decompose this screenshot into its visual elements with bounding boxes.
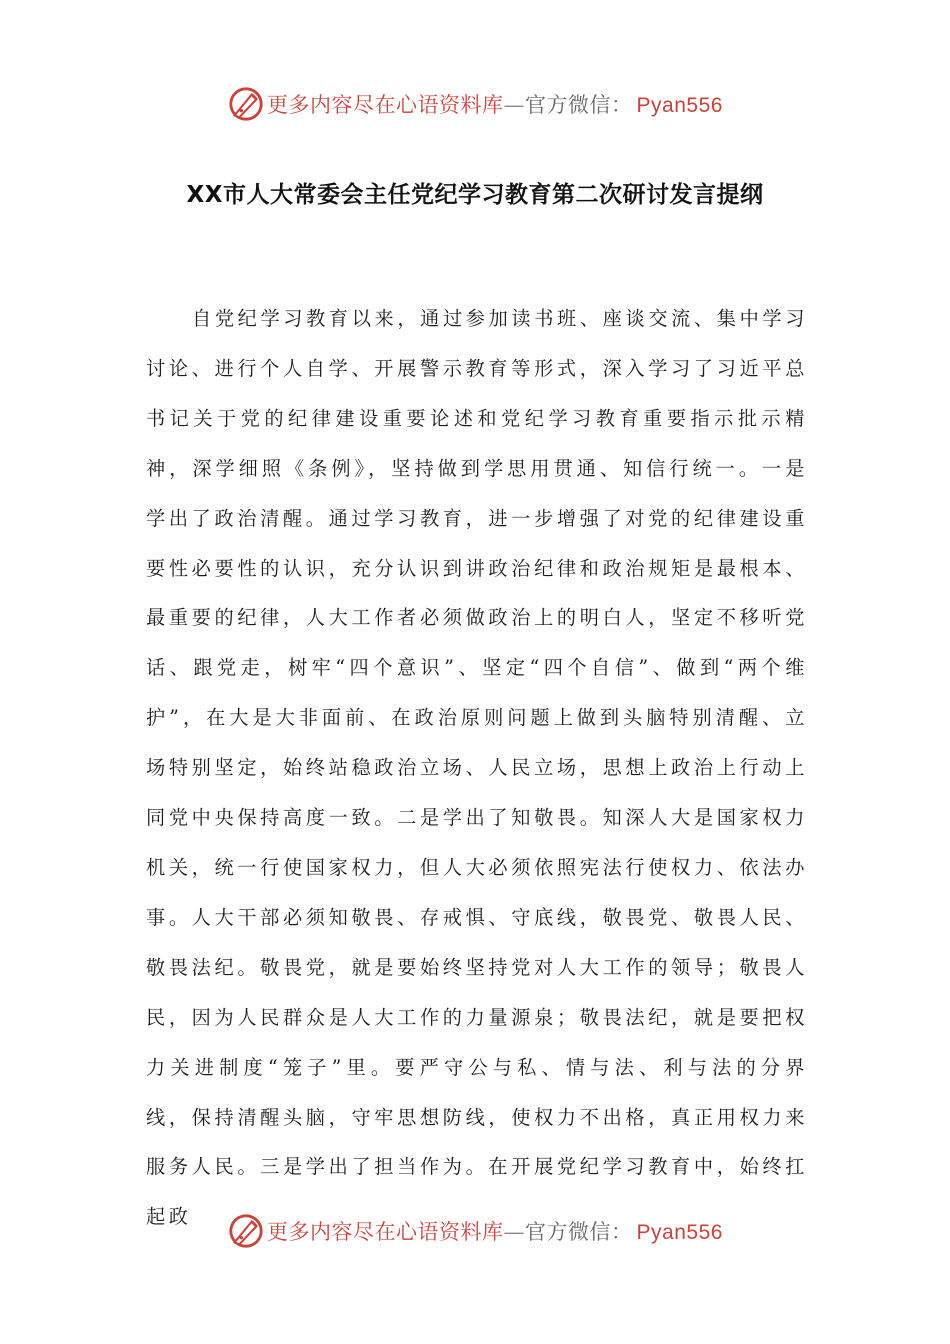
header-watermark-banner bbox=[0, 82, 950, 126]
banner-brand: 更多内容尽在心语资料库 bbox=[267, 93, 504, 117]
banner-text bbox=[267, 1216, 723, 1246]
document-title: XX市人大常委会主任党纪学习教育第二次研讨发言提纲 bbox=[186, 182, 764, 208]
banner-official-label: 官方微信： bbox=[525, 1220, 633, 1244]
banner-official-label: 官方微信： bbox=[525, 93, 633, 117]
banner-dash: — bbox=[503, 1220, 526, 1244]
footer-watermark-banner bbox=[0, 1209, 950, 1253]
banner-wechat-id: Pyan556 bbox=[636, 94, 723, 117]
banner-brand: 更多内容尽在心语资料库 bbox=[267, 1220, 504, 1244]
body-paragraph: 自党纪学习教育以来，通过参加读书班、座谈交流、集中学习讨论、进行个人自学、开展警示教育等形式，深入学习了习近平总书记关于党的纪律建设重要论述和党纪学习教育重要指示批示精神，深学细照《条例》，坚持做到学思用贯通、知信行统一。一是学出了政治清醒。通过学习教育，进一步增强了对党的纪律建设重要性必要性的认识，充分认识到讲政治纪律和政治规矩是最根本、最重要的纪律，人大工作者必须做政治上的明白人，坚定不移听党话、跟党走，树牢“四个意识”、坚定“四个自信”、做到“两个维护”，在大是大非面前、在政治原则问题上做到头脑特别清醒、立场特别坚定，始终站稳政治立场、人民立场，思想上政治上行动上同党中央保持高度一致。二是学出了知敬畏。知深人大是国家权力机关，统一行使国家权力，但人大必须依照宪法行使权力、依法办事。人大干部必须知敬畏、存戒惧、守底线，敬畏党、敬畏人民、敬畏法纪。敬畏党，就是要始终坚持党对人大工作的领导；敬畏人民，因为人民群众是人大工作的力量源泉；敬畏法纪，就是要把权力关进制度“笼子”里。要严守公与私、情与法、利与法的分界线，保持清醒头脑，守牢思想防线，使权力不出格，真正用权力来服务人民。三是学出了担当作为。在开展党纪学习教育中，始终扛起政 bbox=[146, 307, 808, 1229]
banner-text bbox=[267, 89, 723, 119]
banner-wechat-id: Pyan556 bbox=[636, 1221, 723, 1244]
pen-nib-logo-icon bbox=[227, 1212, 265, 1250]
pen-nib-logo-icon bbox=[227, 85, 265, 123]
banner-dash: — bbox=[503, 93, 526, 117]
